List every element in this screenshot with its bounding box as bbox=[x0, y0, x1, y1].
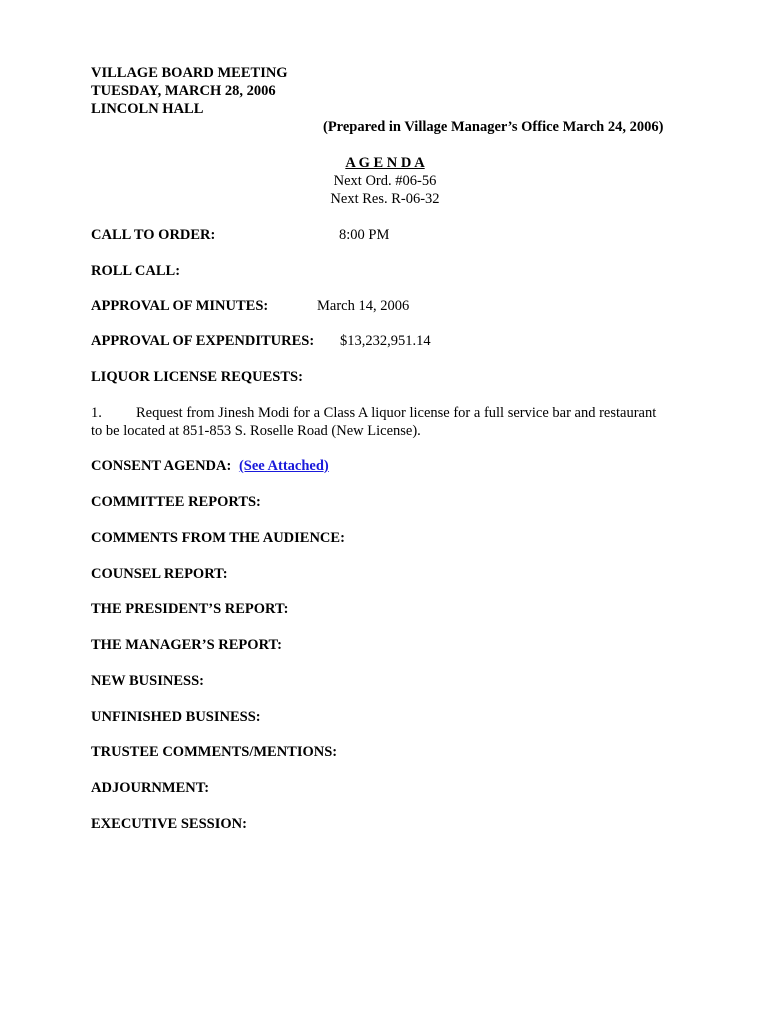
liquor-item-number: 1. bbox=[91, 405, 102, 421]
agenda-heading-block bbox=[300, 154, 470, 208]
approval-minutes-label: APPROVAL OF MINUTES: bbox=[91, 298, 269, 314]
call-to-order-label: CALL TO ORDER: bbox=[91, 227, 216, 243]
approval-expenditures-label: APPROVAL OF EXPENDITURES: bbox=[91, 333, 315, 349]
liquor-item-text-line1: Request from Jinesh Modi for a Class A liquor license for a full service bar and restaurant bbox=[136, 405, 657, 421]
see-attached-link[interactable]: (See Attached) bbox=[238, 458, 329, 474]
executive-session-label: EXECUTIVE SESSION: bbox=[91, 816, 247, 832]
committee-reports-label: COMMITTEE REPORTS: bbox=[91, 494, 261, 510]
liquor-item-text-line2: to be located at 851-853 S. Roselle Road (New License). bbox=[91, 423, 421, 439]
approval-expenditures-amount: $13,232,951.14 bbox=[340, 333, 431, 349]
meeting-location: LINCOLN HALL bbox=[91, 101, 204, 117]
president-report-label: THE PRESIDENT’S REPORT: bbox=[91, 601, 289, 617]
approval-minutes-date: March 14, 2006 bbox=[317, 298, 410, 314]
liquor-license-item bbox=[91, 404, 683, 440]
meeting-date: TUESDAY, MARCH 28, 2006 bbox=[91, 83, 276, 99]
trustee-comments-label: TRUSTEE COMMENTS/MENTIONS: bbox=[91, 744, 338, 760]
adjournment-label: ADJOURNMENT: bbox=[91, 780, 210, 796]
consent-agenda-row bbox=[91, 457, 329, 475]
new-business-label: NEW BUSINESS: bbox=[91, 673, 204, 689]
call-to-order-time: 8:00 PM bbox=[339, 227, 390, 243]
next-resolution: Next Res. R-06-32 bbox=[330, 191, 440, 207]
audience-comments-label: COMMENTS FROM THE AUDIENCE: bbox=[91, 530, 345, 546]
roll-call-label: ROLL CALL: bbox=[91, 263, 181, 279]
agenda-title: A G E N D A bbox=[345, 155, 425, 171]
next-ordinance: Next Ord. #06-56 bbox=[333, 173, 437, 189]
consent-agenda-label: CONSENT AGENDA: bbox=[91, 458, 232, 474]
counsel-report-label: COUNSEL REPORT: bbox=[91, 566, 228, 582]
liquor-license-label: LIQUOR LICENSE REQUESTS: bbox=[91, 369, 303, 385]
unfinished-business-label: UNFINISHED BUSINESS: bbox=[91, 709, 261, 725]
meeting-title: VILLAGE BOARD MEETING bbox=[91, 65, 288, 81]
manager-report-label: THE MANAGER’S REPORT: bbox=[91, 637, 282, 653]
prepared-note: (Prepared in Village Manager’s Office March 24, 2006) bbox=[323, 119, 664, 135]
